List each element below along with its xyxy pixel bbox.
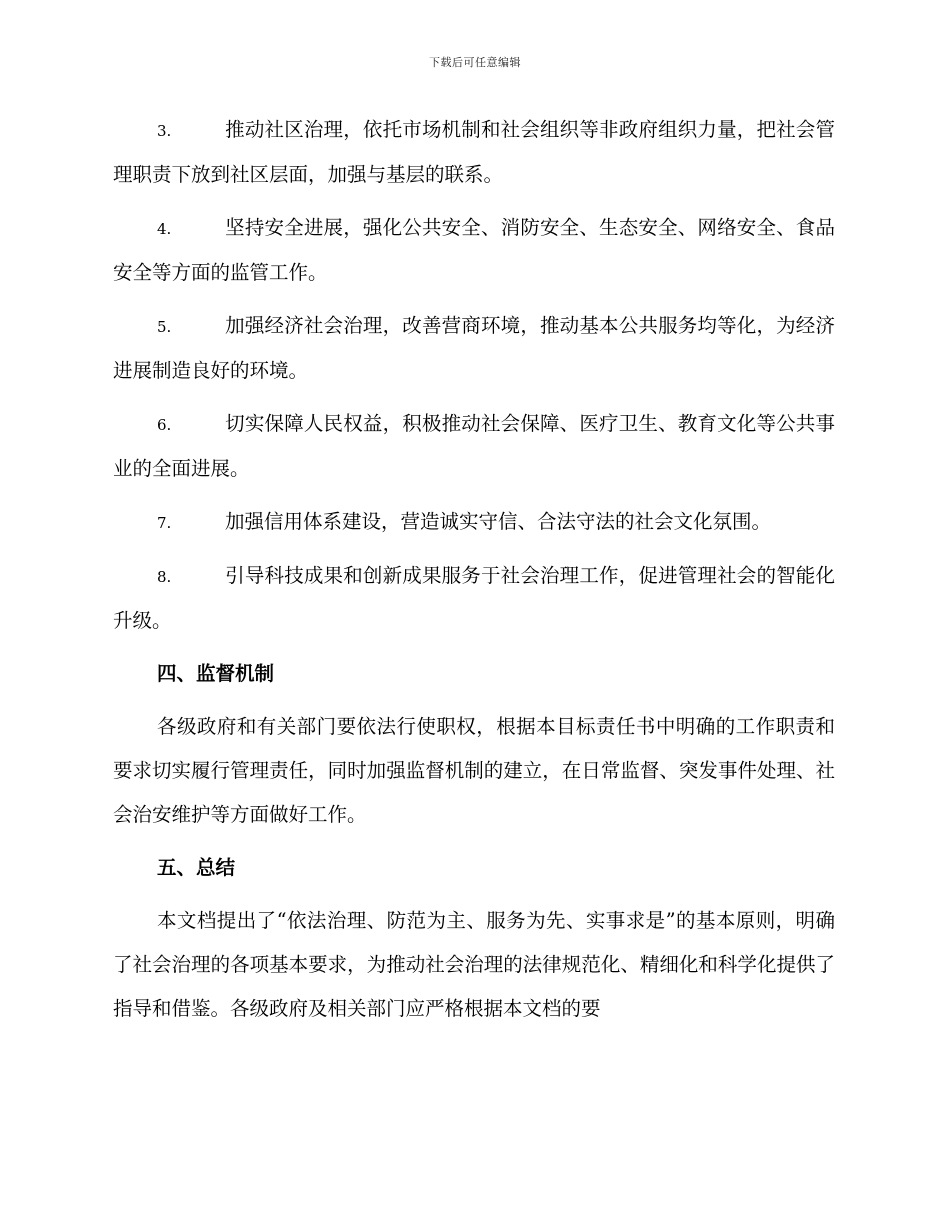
list-item-6 xyxy=(113,402,835,491)
section-paragraph-supervision: 各级政府和有关部门要依法行使职权，根据本目标责任书中明确的工作职责和要求切实履行管理责任，同时加强监督机制的建立，在日常监督、突发事件处理、社会治安维护等方面做好工作。 xyxy=(113,715,835,826)
list-number: 3. xyxy=(157,122,172,140)
section-heading-supervision: 四、监督机制 xyxy=(157,662,275,685)
list-number: 8. xyxy=(157,568,172,586)
list-item-text: 引导科技成果和创新成果服务于社会治理工作，促进管理社会的智能化升级。 xyxy=(113,564,835,632)
list-item-text: 切实保障人民权益，积极推动社会保障、医疗卫生、教育文化等公共事业的全面进展。 xyxy=(113,412,835,480)
list-number: 4. xyxy=(157,220,172,238)
list-item-8 xyxy=(113,554,835,643)
list-item-text: 加强信用体系建设，营造诚实守信、合法守法的社会文化氛围。 xyxy=(225,510,772,533)
list-number: 6. xyxy=(157,416,172,434)
list-item-3 xyxy=(113,108,835,197)
section-heading-summary: 五、总结 xyxy=(157,856,236,879)
page-header: 下载后可任意编辑 xyxy=(429,56,521,69)
document-body xyxy=(113,108,835,1040)
list-number: 7. xyxy=(157,514,172,532)
list-number: 5. xyxy=(157,318,172,336)
list-item-5 xyxy=(113,304,835,393)
list-item-text: 加强经济社会治理，改善营商环境，推动基本公共服务均等化，为经济进展制造良好的环境。 xyxy=(113,314,835,382)
section-paragraph-summary: 本文档提出了“依法治理、防范为主、服务为先、实事求是”的基本原则，明确了社会治理的各项基本要求，为推动社会治理的法律规范化、精细化和科学化提供了指导和借鉴。各级政府及相关部门应严格根据本文档的要 xyxy=(113,909,835,1020)
list-item-7 xyxy=(113,500,835,545)
list-item-4 xyxy=(113,206,835,295)
list-item-text: 推动社区治理，依托市场机制和社会组织等非政府组织力量，把社会管理职责下放到社区层面，加强与基层的联系。 xyxy=(113,118,835,186)
list-item-text: 坚持安全进展，强化公共安全、消防安全、生态安全、网络安全、食品安全等方面的监管工作。 xyxy=(113,216,835,284)
